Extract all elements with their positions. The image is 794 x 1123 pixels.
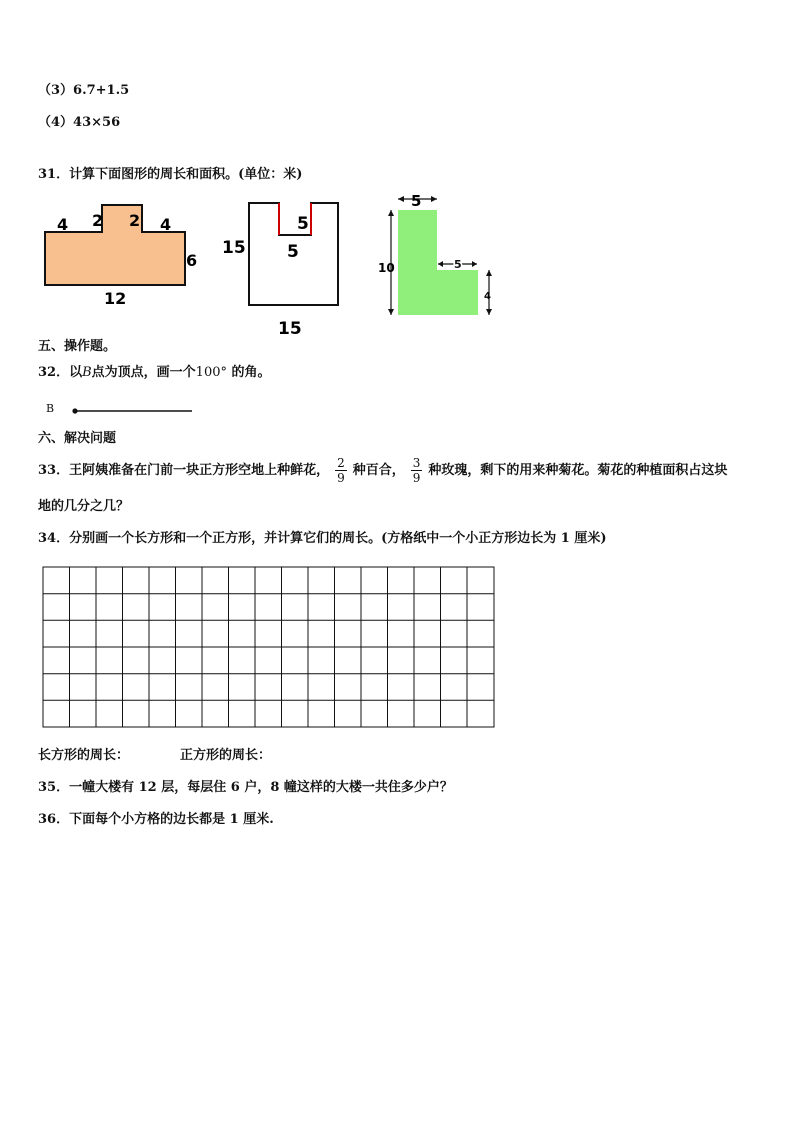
fraction-denominator: 9	[412, 471, 421, 485]
fraction-numerator: 3	[412, 456, 421, 470]
question-35-text: 35．一幢大楼有 12 层，每层住 6 户，8 幢这样的大楼一共住多少户？	[38, 780, 453, 795]
figure-orange-shape	[40, 200, 205, 310]
item-3-expression: （3）6.7+1.5	[38, 83, 130, 98]
figure-notched-square	[218, 195, 348, 340]
q32-prefix: 32．以	[38, 365, 83, 380]
label-notch-right: 2	[129, 211, 141, 230]
question-31-text: 31．计算下面图形的周长和面积。(单位：米)	[38, 167, 303, 182]
section-6-title: 六、解决问题	[38, 431, 117, 446]
question-33-line-1	[38, 455, 727, 487]
question-36-text: 36．下面每个小方格的边长都是 1 厘米.	[38, 812, 274, 827]
q33-part3: 种玫瑰，剩下的用来种菊花。菊花的种植面积占这块	[428, 463, 728, 478]
ray-point-label: B	[46, 402, 55, 415]
q33-part2: 种百合，	[352, 463, 405, 478]
fraction-three-ninths	[411, 456, 423, 485]
q33-part1: 33．王阿姨准备在门前一块正方形空地上种鲜花，	[38, 463, 330, 478]
fraction-two-ninths	[335, 456, 347, 485]
figure-green-l-shape	[378, 190, 503, 320]
label-step: 5	[454, 258, 462, 271]
ray-drawing	[70, 405, 195, 417]
square-perimeter-label: 正方形的周长：	[180, 748, 272, 763]
arrow-head	[398, 196, 404, 202]
label-top: 5	[411, 192, 422, 210]
label-top-right: 4	[160, 215, 172, 234]
arrow-head	[388, 210, 394, 216]
label-bottom: 15	[278, 319, 302, 339]
section-5-title: 五、操作题。	[38, 339, 117, 354]
arrow-head	[486, 309, 492, 315]
label-bottom: 12	[104, 289, 127, 308]
question-32-text	[38, 364, 271, 382]
item-4-expression: （4）43×56	[38, 115, 121, 130]
rectangle-perimeter-label: 长方形的周长：	[38, 748, 130, 763]
fraction-numerator: 2	[337, 456, 345, 470]
arrow-head	[438, 261, 443, 267]
label-notch-width: 5	[287, 242, 299, 262]
label-notch-left: 2	[92, 211, 104, 230]
q32-angle: 100°	[195, 365, 227, 380]
label-notch-depth: 5	[297, 214, 309, 234]
arrow-head	[472, 261, 477, 267]
label-right: 4	[484, 291, 491, 302]
grid-horizontal-lines	[43, 594, 494, 701]
q32-suffix: 的角。	[231, 365, 271, 380]
label-right: 6	[186, 251, 198, 270]
label-left: 10	[378, 261, 395, 275]
q32-middle: 点为顶点，画一个	[91, 365, 196, 380]
arrow-head	[486, 270, 492, 276]
label-top-left: 4	[57, 215, 69, 234]
question-33-line-2: 地的几分之几？	[38, 499, 130, 514]
fraction-denominator: 9	[337, 471, 345, 485]
question-34-text: 34．分别画一个长方形和一个正方形，并计算它们的周长。(方格纸中一个小正方形边长为 1 厘米)	[38, 531, 607, 546]
label-left: 15	[222, 238, 246, 258]
l-shape-fill	[398, 210, 478, 315]
q32-point: B	[82, 365, 92, 380]
arrow-head	[431, 196, 437, 202]
grid-paper[interactable]	[42, 566, 496, 730]
arrow-head	[388, 309, 394, 315]
